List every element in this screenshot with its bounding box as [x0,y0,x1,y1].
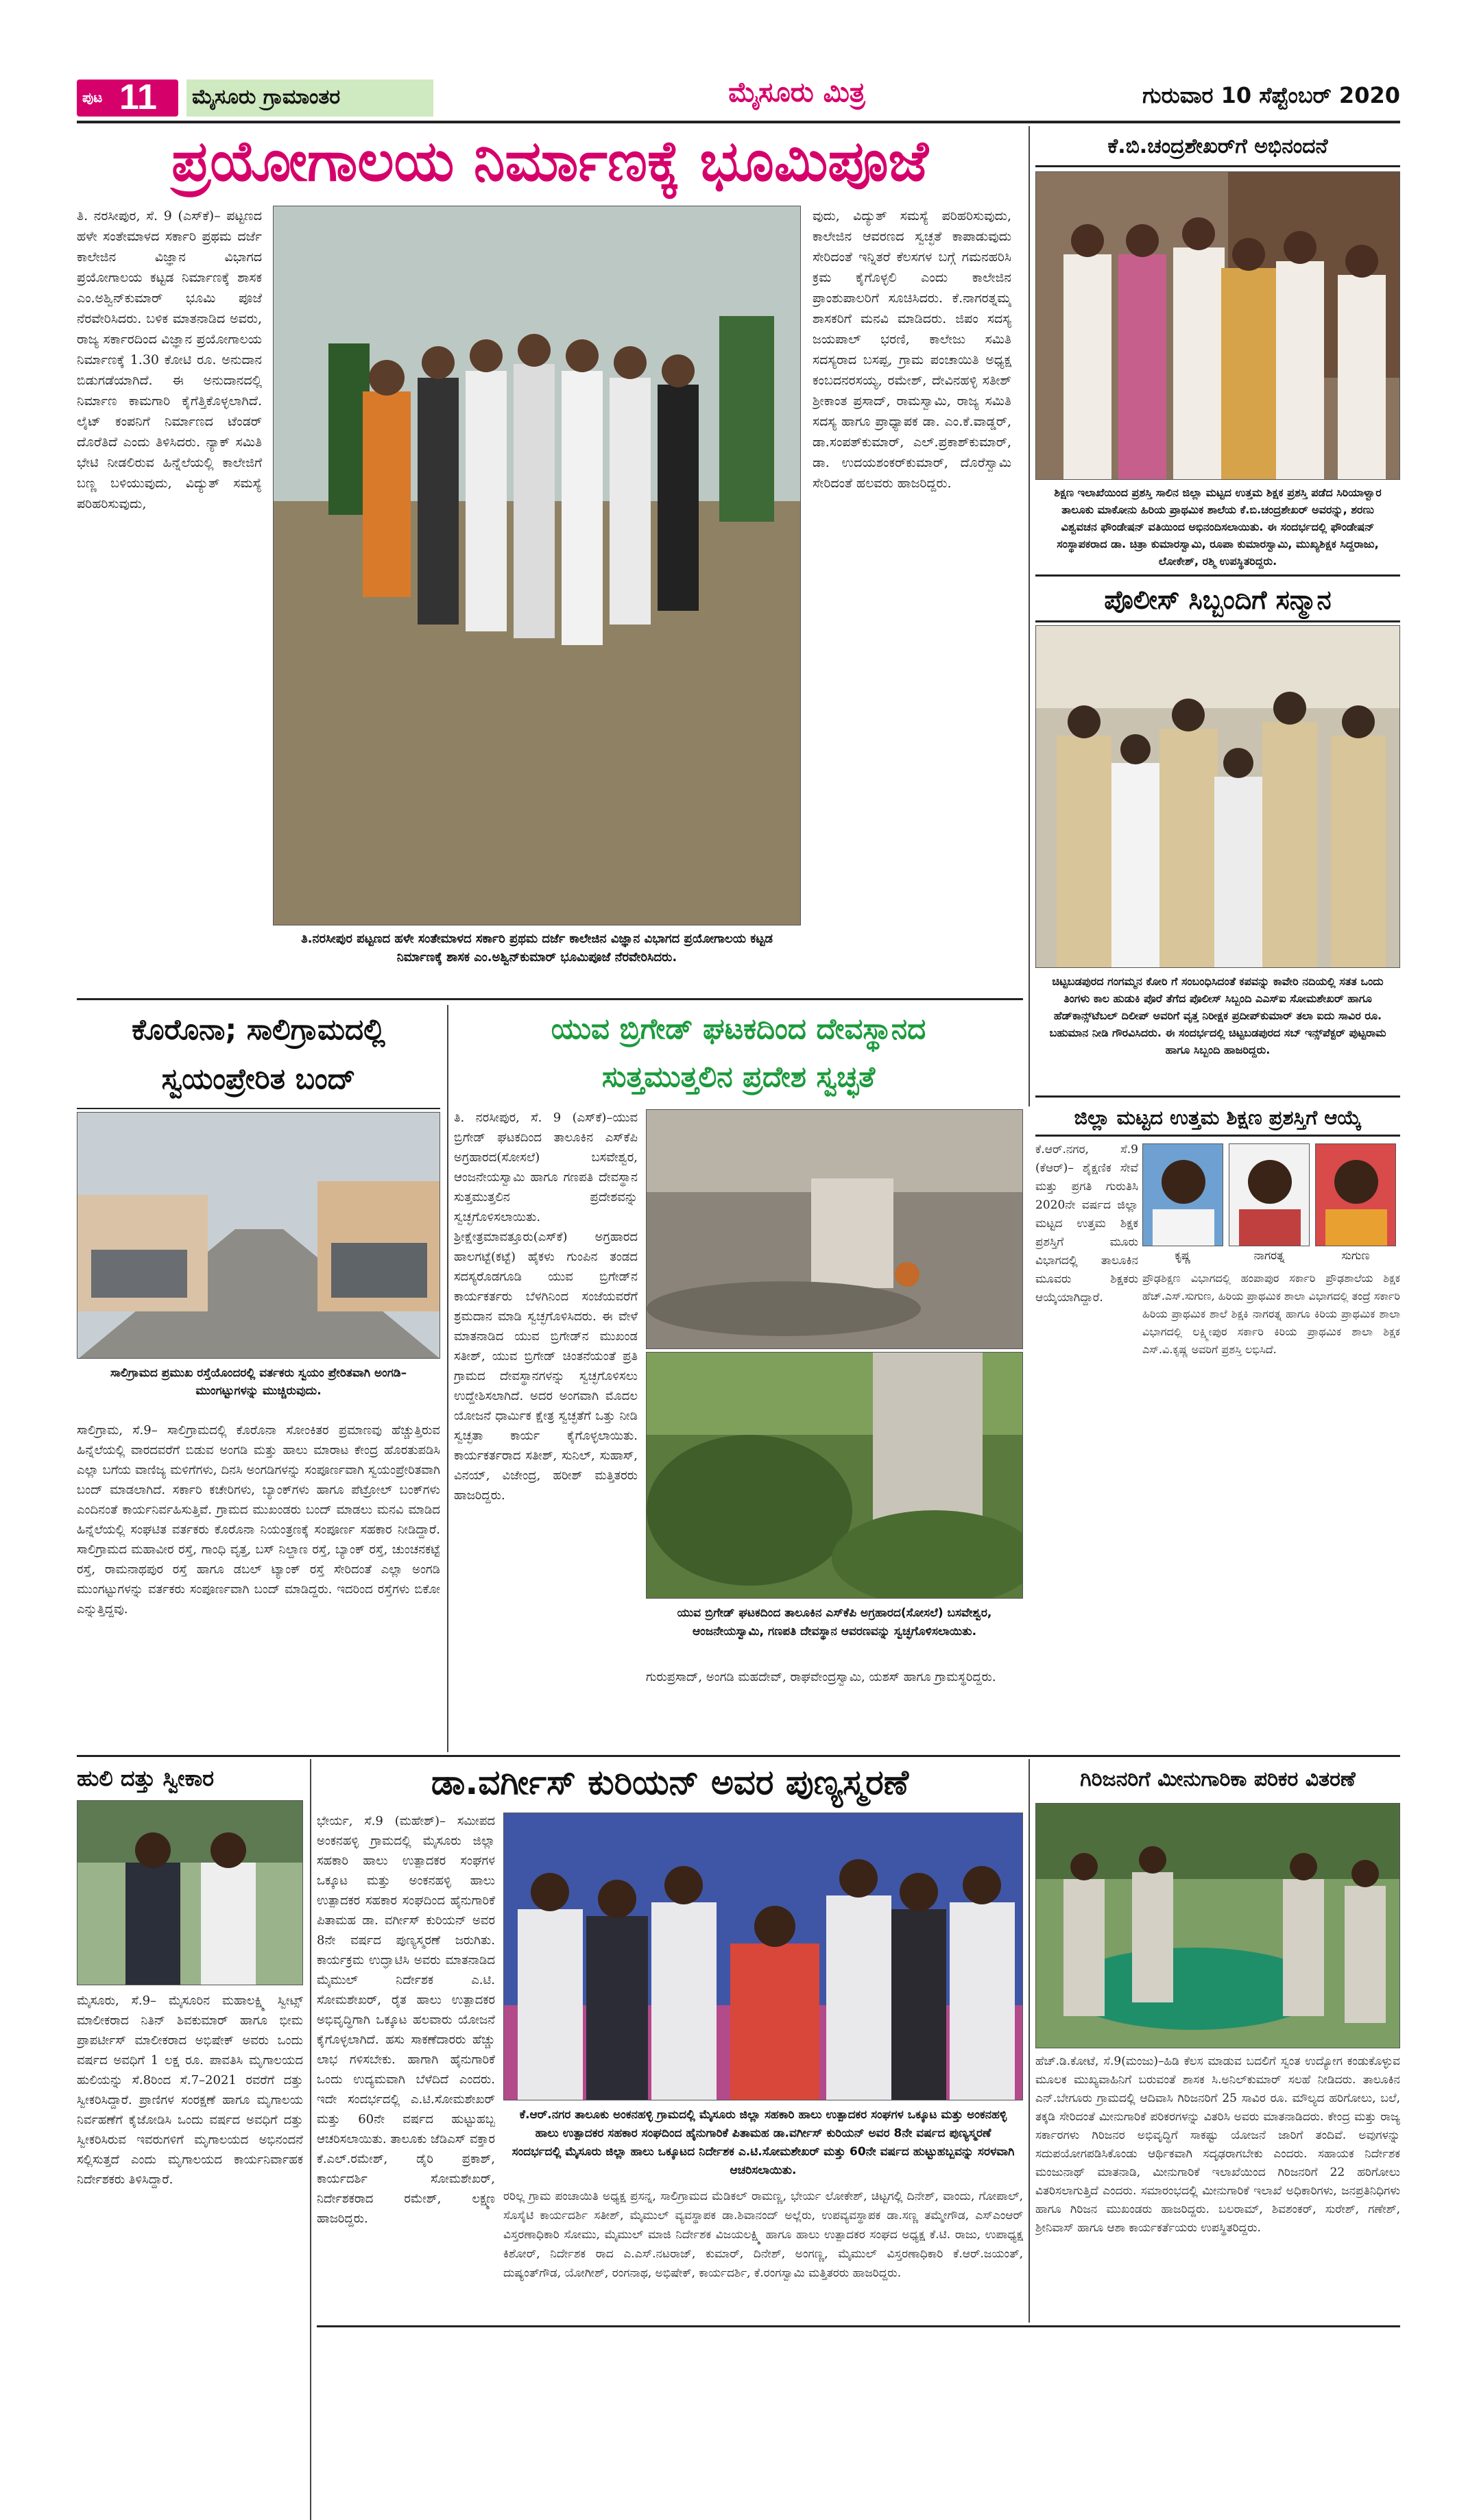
story6-photo-top [646,1109,1023,1349]
story3-photo [1035,625,1400,968]
mid-page-rule [77,1755,1400,1757]
header-rule [77,121,1400,123]
teacher-photo-suguna [1315,1143,1396,1246]
teacher-name-2: ನಾಗರತ್ನ [1253,1249,1285,1263]
story5-body: ಸಾಲಿಗ್ರಾಮ, ಸೆ.9– ಸಾಲಿಗ್ರಾಮದಲ್ಲಿ ಕೊರೊನಾ ಸೋಂಕಿತರ ಪ್ರಮಾಣವು ಹೆಚ್ಚುತ್ತಿರುವ ಹಿನ್ನೆಲೆಯಲ್ಲಿ ವಾರದವರೆಗೆ ಬಿಡುವ ಅಂಗಡಿ ಮತ್ತು ಹಾಲು ಮಾರಾಟ ಕೇಂದ್ರ ಹೊರತುಪಡಿಸಿ ಎಲ್ಲಾ ಬಗೆಯ ವಾಣಿಜ್ಯ ಮಳಿಗೆಗಳು, ದಿನಸಿ ಅಂಗಡಿಗಳನ್ನು ಸಂಪೂರ್ಣವಾಗಿ ಸ್ವಯಂಪ್ರೇರಿತವಾಗಿ ಬಂದ್ ಮಾಡಲಾಗಿದೆ. ಸರ್ಕಾರಿ ಕಚೇರಿಗಳು, ಬ್ಯಾಂಕ್‌ಗಳು ಹಾಗೂ ಪೆಟ್ರೋಲ್ ಬಂಕ್‌ಗಳು ಎಂದಿನಂತೆ ಕಾರ್ಯನಿರ್ವಹಿಸುತ್ತಿವೆ. ಗ್ರಾಮದ ಮುಖಂಡರು ಬಂದ್ ಮಾಡಲು ಮನವಿ ಮಾಡಿದ ಹಿನ್ನೆಲೆಯಲ್ಲಿ ಸಂಘಟಿತ ವರ್ತಕರು ಕೊರೊನಾ ನಿಯಂತ್ರಣಕ್ಕೆ ಸಂಪೂರ್ಣ ಸಹಕಾರ ನೀಡಿದ್ದಾರೆ. ಸಾಲಿಗ್ರಾಮದ ಮಹಾವೀರ ರಸ್ತೆ, ಗಾಂಧಿ ವೃತ್ತ, ಬಸ್ ನಿಲ್ದಾಣ ರಸ್ತೆ, ಬ್ಯಾಂಕ್ ರಸ್ತೆ, ಚುಂಚನಕಟ್ಟೆ ರಸ್ತೆ, ರಾಮನಾಥಪುರ ರಸ್ತೆ ಹಾಗೂ ಡಬಲ್ ಟ್ಯಾಂಕ್ ರಸ್ತೆ ಸೇರಿದಂತೆ ಎಲ್ಲಾ ಅಂಗಡಿ ಮುಂಗಟ್ಟುಗಳನ್ನು ವರ್ತಕರು ಸಂಪೂರ್ಣವಾಗಿ ಬಂದ್ ಮಾಡಿದ್ದರು. ಇದರಿಂದ ರಸ್ತೆಗಳು ಬಿಕೋ ಎನ್ನುತ್ತಿದ್ದವು. [77,1423,440,1616]
section-label: ಮೈಸೂರು ಗ್ರಾಮಾಂತರ [192,85,341,109]
teacher-name-3: ಸುಗುಣ [1341,1249,1370,1263]
story6-body: ತಿ. ನರಸೀಪುರ, ಸೆ. 9 (ಎಸ್‌ಕೆ)–ಯುವ ಬ್ರಿಗೇಡ್ ಘಟಕದಿಂದ ತಾಲೂಕಿನ ಎಸ್‌ಕೆಪಿ ಅಗ್ರಹಾರದ(ಸೋಸಲೆ) ಬಸವೇಶ್ವರ, ಆಂಜನೇಯಸ್ವಾಮಿ ಹಾಗೂ ಗಣಪತಿ ದೇವಸ್ಥಾನ ಸುತ್ತಮುತ್ತಲಿನ ಪ್ರದೇಶವನ್ನು ಸ್ವಚ್ಛಗೊಳಿಸಲಾಯಿತು. ಶ್ರೀಕ್ಷೇತ್ರಮಾವತ್ತೂರು(ಎಸ್‌ಕೆ) ಅಗ್ರಹಾರದ ಹಾಲಗಟ್ಟೆ(ಕಟ್ಟೆ) ಹೈಕಳು ಗುಂಪಿನ ತಂಡದ ಸದಸ್ಯರೊಡಗೂಡಿ ಯುವ ಬ್ರಿಗೇಡ್‌ನ ಕಾರ್ಯಕರ್ತರು ಬೆಳಗಿನಿಂದ ಸಂಜೆಯವರೆಗೆ ಶ್ರಮದಾನ ಮಾಡಿ ಸ್ವಚ್ಛಗೊಳಿಸಿದರು. ಈ ವೇಳೆ ಮಾತನಾಡಿದ ಯುವ ಬ್ರಿಗೇಡ್‌ನ ಮುಖಂಡ ಸತೀಶ್, ಯುವ ಬ್ರಿಗೇಡ್ ಚಿಂತನೆಯಂತೆ ಪ್ರತಿ ಗ್ರಾಮದ ದೇವಸ್ಥಾನಗಳನ್ನು ಸ್ವಚ್ಛಗೊಳಿಸಲು ಉದ್ದೇಶಿಸಲಾಗಿದೆ. ಅದರ ಅಂಗವಾಗಿ ಮೊದಲ ಯೋಜನೆ ಧಾರ್ಮಿಕ ಕ್ಷೇತ್ರ ಸ್ವಚ್ಛತೆಗೆ ಒತ್ತು ನೀಡಿ ಸ್ವಚ್ಛತಾ ಕಾರ್ಯ ಕೈಗೊಳ್ಳಲಾಯಿತು. ಕಾರ್ಯಕರ್ತರಾದ ಸತೀಶ್, ಸುನಿಲ್, ಸುಹಾಸ್, ವಿನಯ್, ವಿಜೇಂದ್ರ, ಹರೀಶ್ ಮತ್ತಿತರರು ಹಾಜರಿದ್ದರು. [454,1111,638,1503]
story3-bottom-rule [1035,1095,1400,1098]
story2-photo [1035,171,1400,480]
story8-tail: ರರಿಲ್ಲ ಗ್ರಾಮ ಪಂಚಾಯಿತಿ ಅಧ್ಯಕ್ಷ ಪ್ರಸನ್ನ, ಸಾಲಿಗ್ರಾಮದ ಮೆಡಿಕಲ್ ರಾಮಣ್ಣ, ಭೇರ್ಯ ಲೋಕೇಶ್, ಚಿಟ್ಟಗಲ್ಲಿ ದಿನೇಶ್, ವಾಂದು, ಗೋಪಾಲ್, ಸೊಸೈಟಿ ಕಾರ್ಯದರ್ಶಿ ಸತೀಶ್, ಮೈಮುಲ್ ವ್ಯವಸ್ಥಾಪಕ ಡಾ.ಶಿವಾನಂದ್ ಅಲ್ಲೆರು, ಉಪವ್ಯವಸ್ಥಾಪಕ ಡಾ.ಸಣ್ಣ ತಮ್ಮೇಗೌಡ, ಎಸ್‌ಎಂಆರ್ ವಿಸ್ತರಣಾಧಿಕಾರಿ ಸೋಮು, ಮೈಮುಲ್ ಮಾಜಿ ನಿರ್ದೇಶಕ ವಿಜಯಲಕ್ಷ್ಮಿ ಹಾಗೂ ಹಾಲು ಉತ್ಪಾದಕರ ಸಂಘದ ಅಧ್ಯಕ್ಷ ಕೆ.ಟಿ. ರಾಜು, ಉಪಾಧ್ಯಕ್ಷ ಕಿಶೋರ್, ನಿರ್ದೇಶಕ ರಾದ ಎ.ಎಸ್.ನಟರಾಜ್, ಕುಮಾರ್, ದಿನೇಶ್, ಅಂಗಣ್ಣ, ಮೈಮುಲ್ ವಿಸ್ತರಣಾಧಿಕಾರಿ ಕೆ.ಆರ್.ಜಯಂತ್, ದುಷ್ಯಂತ್‌ಗೌಡ, ಯೋಗೀಶ್, ರಂಗನಾಥ, ಅಭಿಷೇಕ್, ಕಾರ್ಯದರ್ಶಿ, ಕೆ.ರಂಗಸ್ವಾಮಿ ಮತ್ತಿತರರು ಹಾಜರಿದ್ದರು. [503,2190,1023,2280]
story8-body: ಭೇರ್ಯ, ಸೆ.9 (ಮಹೇಶ್)– ಸಮೀಪದ ಅಂಕನಹಳ್ಳಿ ಗ್ರಾಮದಲ್ಲಿ ಮೈಸೂರು ಜಿಲ್ಲಾ ಸಹಕಾರಿ ಹಾಲು ಉತ್ಪಾದಕರ ಸಂಘಗಳ ಒಕ್ಕೂಟ ಮತ್ತು ಅಂಕನಹಳ್ಳಿ ಹಾಲು ಉತ್ಪಾದಕರ ಸಹಕಾರ ಸಂಘದಿಂದ ಹೈನುಗಾರಿಕೆ ಪಿತಾಮಹ ಡಾ. ವರ್ಗೀಸ್ ಕುರಿಯನ್ ಅವರ 8ನೇ ವರ್ಷದ ಪುಣ್ಯಸ್ಮರಣೆ ಜರುಗಿತು. ಕಾರ್ಯಕ್ರಮ ಉದ್ಘಾಟಿಸಿ ಅವರು ಮಾತನಾಡಿದ ಮೈಮುಲ್ ನಿರ್ದೇಶಕ ಎ.ಟಿ. ಸೋಮಶೇಖರ್, ರೈತ ಹಾಲು ಉತ್ಪಾದಕರ ಅಭಿವೃದ್ಧಿಗಾಗಿ ಒಕ್ಕೂಟ ಹಲವಾರು ಯೋಜನೆ ಕೈಗೊಳ್ಳಲಾಗಿದೆ. ಹಸು ಸಾಕಣೆದಾರರು ಹೆಚ್ಚು ಲಾಭ ಗಳಿಸಬೇಕು. ಹಾಗಾಗಿ ಹೈನುಗಾರಿಕೆ ಒಂದು ಉದ್ಯಮವಾಗಿ ಬೆಳೆದಿದೆ ಎಂದರು. ಇದೇ ಸಂದರ್ಭದಲ್ಲಿ ಎ.ಟಿ.ಸೋಮಶೇಖರ್ ಮತ್ತು 60ನೇ ವರ್ಷದ ಹುಟ್ಟುಹಬ್ಬ ಆಚರಿಸಲಾಯಿತು. ತಾಲೂಕು ಜೆಡಿಎಸ್ ವಕ್ತಾರ ಕೆ.ಎಲ್.ರಮೇಶ್, ಡೈರಿ ಪ್ರಕಾಶ್, ಕಾರ್ಯದರ್ಶಿ ಸೋಮಶೇಖರ್, ನಿರ್ದೇಶಕರಾದ ರಮೇಶ್, ಲಕ್ಷ್ಮಣ ಹಾಜರಿದ್ದರು. [317,1814,495,2226]
teacher-photo-krishna [1142,1143,1223,1246]
right-column-divider [1029,126,1030,1106]
story8-caption: ಕೆ.ಆರ್.ನಗರ ತಾಲೂಕು ಅಂಕನಹಳ್ಳಿ ಗ್ರಾಮದಲ್ಲಿ ಮೈಸೂರು ಜಿಲ್ಲಾ ಸಹಕಾರಿ ಹಾಲು ಉತ್ಪಾದಕರ ಸಂಘಗಳ ಒಕ್ಕೂಟ ಮತ್ತು ಅಂಕನಹಳ್ಳಿ ಹಾಲು ಉತ್ಪಾದಕರ ಸಹಕಾರ ಸಂಘದಿಂದ ಹೈನುಗಾರಿಕೆ ಪಿತಾಮಹ ಡಾ.ವರ್ಗೀಸ್ ಕುರಿಯನ್ ಅವರ 8ನೇ ವರ್ಷದ ಪುಣ್ಯಸ್ಮರಣೆ ಸಂದರ್ಭದಲ್ಲಿ ಮೈಸೂರು ಜಿಲ್ಲಾ ಹಾಲು ಒಕ್ಕೂಟದ ನಿರ್ದೇಶಕ ಎ.ಟಿ.ಸೋಮಶೇಖರ್ ಮತ್ತು 60ನೇ ವರ್ಷದ ಹುಟ್ಟುಹಬ್ಬವನ್ನು ಸರಳವಾಗಿ ಆಚರಿಸಲಾಯಿತು. [512,2108,1015,2177]
story6-headline-line2: ಸುತ್ತಮುತ್ತಲಿನ ಪ್ರದೇಶ ಸ್ವಚ್ಛತೆ [601,1060,876,1093]
story4-text-left: ಕೆ.ಆರ್.ನಗರ, ಸೆ.9 (ಕೆಆರ್)– ಶೈಕ್ಷಣಿಕ ಸೇವೆ ಮತ್ತು ಪ್ರಗತಿ ಗುರುತಿಸಿ 2020ನೇ ವರ್ಷದ ಜಿಲ್ಲಾ ಮಟ್ಟದ ಉತ್ತಮ ಶಿಕ್ಷಕ ಪ್ರಶಸ್ತಿಗೆ ಮೂರು ವಿಭಾಗದಲ್ಲಿ ತಾಲೂಕಿನ ಮೂವರು ಶಿಕ್ಷಕರು ಆಯ್ಕೆಯಾಗಿದ್ದಾರೆ. [1035,1143,1138,1305]
story8-divider [1029,1759,1030,2323]
story5-headline-line1: ಕೊರೊನಾ; ಸಾಲಿಗ್ರಾಮದಲ್ಲಿ [132,1013,385,1046]
story3-caption: ಚಿಟ್ಟಬಡಪುರದ ಗಂಗಮ್ಮನ ಕೋರಿ ಗೆ ಸಂಬಂಧಿಸಿದಂತೆ ಕಪವನ್ನು ಕಾವೇರಿ ನದಿಯಲ್ಲಿ ಸತತ ಒಂದು ತಿಂಗಳು ಕಾಲ ಹುಡುಕಿ ಪೊರೆ ತೆಗೆದ ಪೊಲೀಸ್ ಸಿಬ್ಬಂದಿ ಎಎಸ್ಐ ಸೋಮಶೇಖರ್ ಹಾಗೂ ಹೆಡ್‌ಕಾನ್ಸ್‌ಟೆಬಲ್ ದಿಲೀಪ್ ಅವರಿಗೆ ವೃತ್ತ ನಿರೀಕ್ಷಕ ಪ್ರದೀಪ್‌ಕುಮಾರ್ ತಲಾ ಐದು ಸಾವಿರ ರೂ. ಬಹುಮಾನ ನೀಡಿ ಗೌರವಿಸಿದರು. ಈ ಸಂದರ್ಭದಲ್ಲಿ ಚಿಟ್ಟಬಡಪುರದ ಸಬ್ ಇನ್ಸ್‌ಪೆಕ್ಟರ್ ಪುಟ್ಟರಾಮ ಹಾಗೂ ಸಿಬ್ಬಂದಿ ಹಾಜರಿದ್ದರು. [1049,975,1386,1056]
story8-photo [503,1813,1023,2100]
story6-tail: ಗುರುಪ್ರಸಾದ್, ಅಂಗಡಿ ಮಹದೇವ್, ರಾಘವೇಂದ್ರಸ್ವಾಮಿ, ಯಶಸ್ ಹಾಗೂ ಗ್ರಾಮಸ್ಥರಿದ್ದರು. [646,1670,996,1684]
teacher-name-1: ಕೃಷ್ಣ [1175,1249,1191,1263]
page-header [77,77,1400,118]
story7-headline: ಹುಲಿ ದತ್ತು ಸ್ವೀಕಾರ [77,1765,215,1791]
story6-photo-bottom [646,1352,1023,1599]
page-number: 11 [119,77,157,117]
story5-rule [77,1108,440,1109]
issue-date: ಗುರುವಾರ 10 ಸೆಪ್ಟೆಂಬರ್ 2020 [1142,82,1400,108]
story1-caption: ತಿ.ನರಸೀಪುರ ಪಟ್ಟಣದ ಹಳೇ ಸಂತೇಮಾಳದ ಸರ್ಕಾರಿ ಪ್ರಥಮ ದರ್ಜೆ ಕಾಲೇಜಿನ ವಿಜ್ಞಾನ ವಿಭಾಗದ ಪ್ರಯೋಗಾಲಯ ಕಟ್ಟಡ ನಿರ್ಮಾಣಕ್ಕೆ ಶಾಸಕ ಎಂ.ಅಶ್ವಿನ್‌ಕುಮಾರ್ ಭೂಮಿಪೂಜೆ ನೆರವೇರಿಸಿದರು. [301,932,773,965]
story5-photo [77,1112,440,1359]
story5-headline-line2: ಸ್ವಯಂಪ್ರೇರಿತ ಬಂದ್ [161,1062,356,1095]
story1-photo [273,206,801,925]
story5-caption: ಸಾಲಿಗ್ರಾಮದ ಪ್ರಮುಖ ರಸ್ತೆಯೊಂದರಲ್ಲಿ ವರ್ತಕರು ಸ್ವಯಂ ಪ್ರೇರಿತವಾಗಿ ಅಂಗಡಿ–ಮುಂಗಟ್ಟುಗಳನ್ನು ಮುಚ್ಚಿರುವುದು. [110,1366,407,1398]
story9-headline: ಗಿರಿಜನರಿಗೆ ಮೀನುಗಾರಿಕಾ ಪರಿಕರ ವಿತರಣೆ [1080,1767,1356,1791]
story1-headline: ಪ್ರಯೋಗಾಲಯ ನಿರ್ಮಾಣಕ್ಕೆ ಭೂಮಿಪೂಜೆ [171,129,928,194]
story2-bottom-rule [1035,574,1400,577]
section-name [187,80,433,117]
story1-bottom-rule [77,998,1023,1000]
masthead: ಮೈಸೂರು ಮಿತ್ರ [728,77,865,108]
story4-text-bottom: ಪ್ರೌಢಶಿಕ್ಷಣ ವಿಭಾಗದಲ್ಲಿ ಹಂಪಾಪುರ ಸರ್ಕಾರಿ ಪ್ರೌಢಶಾಲೆಯ ಶಿಕ್ಷಕ ಹೆಚ್.ಎಸ್.ಸುಗುಣ, ಹಿರಿಯ ಪ್ರಾಥಮಿಕ ಶಾಲಾ ವಿಭಾಗದಲ್ಲಿ ತಂದ್ರೆ ಸರ್ಕಾರಿ ಹಿರಿಯ ಪ್ರಾಥಮಿಕ ಶಾಲೆ ಶಿಕ್ಷಕಿ ನಾಗರತ್ನ ಹಾಗೂ ಕಿರಿಯ ಪ್ರಾಥಮಿಕ ಶಾಲಾ ವಿಭಾಗದಲ್ಲಿ ಲಕ್ಷ್ಮೀಪುರ ಸರ್ಕಾರಿ ಕಿರಿಯ ಪ್ರಾಥಮಿಕ ಶಾಲಾ ಶಿಕ್ಷಕ ಎಸ್.ವಿ.ಕೃಷ್ಣ ಅವರಿಗೆ ಪ್ರಶಸ್ತಿ ಲಭಿಸಿದೆ. [1142,1272,1400,1356]
story2-caption: ಶಿಕ್ಷಣ ಇಲಾಖೆಯಿಂದ ಪ್ರಶಸ್ತಿ ಸಾಲಿನ ಜಿಲ್ಲಾ ಮಟ್ಟದ ಉತ್ತಮ ಶಿಕ್ಷಕ ಪ್ರಶಸ್ತಿ ಪಡೆದ ಸಿರಿಯಾಳ್ವಾರ ತಾಲೂಕು ಮಾಕೋನು ಹಿರಿಯ ಪ್ರಾಥಮಿಕ ಶಾಲೆಯ ಕೆ.ಬಿ.ಚಂದ್ರಶೇಖರ್ ಅವರನ್ನು, ಶರಣು ವಿಶ್ವವಚನ ಫೌಂಡೇಷನ್ ವತಿಯಿಂದ ಅಭಿನಂದಿಸಲಾಯಿತು. ಈ ಸಂದರ್ಭದಲ್ಲಿ ಫೌಂಡೇಷನ್ ಸಂಸ್ಥಾಪಕರಾದ ಡಾ. ಚಿತ್ರಾ ಕುಮಾರಸ್ವಾಮಿ, ರೂಪಾ ಕುಮಾರಸ್ವಾಮಿ, ಮುಖ್ಯಶಿಕ್ಷಕ ಸಿದ್ದರಾಜು, ಲೋಕೇಶ್, ರಶ್ಮಿ ಉಪಸ್ಥಿತರಿದ್ದರು. [1054,486,1382,568]
story7-divider [310,1759,311,2520]
page-number-box [77,77,178,117]
page-label: ಪುಟ [82,89,103,106]
story7-photo [77,1800,303,1985]
story9-body: ಹೆಚ್.ಡಿ.ಕೋಟೆ, ಸೆ.9(ಮಂಜು)–ಹಿಡಿ ಕೆಲಸ ಮಾಡುವ ಬದಲಿಗೆ ಸ್ವಂತ ಉದ್ಯೋಗ ಕಂಡುಕೊಳ್ಳುವ ಮೂಲಕ ಮುಖ್ಯವಾಹಿನಿಗೆ ಬರುವಂತೆ ಶಾಸಕ ಸಿ.ಅನಿಲ್‌ಕುಮಾರ್ ಸಲಹೆ ನೀಡಿದರು. ತಾಲೂಕಿನ ಎನ್.ಬೇಗೂರು ಗ್ರಾಮದಲ್ಲಿ ಆದಿವಾಸಿ ಗಿರಿಜನರಿಗೆ 25 ಸಾವಿರ ರೂ. ಮೌಲ್ಯದ ಹರಿಗೋಲು, ಬಲೆ, ತಕ್ಕಡಿ ಸೇರಿದಂತೆ ಮೀನುಗಾರಿಕೆ ಪರಿಕರಗಳನ್ನು ವಿತರಿಸಿ ಅವರು ಮಾತನಾಡಿದರು. ಕೇಂದ್ರ ಮತ್ತು ರಾಜ್ಯ ಸರ್ಕಾರಗಳು ಗಿರಿಜನರ ಅಭಿವೃದ್ಧಿಗೆ ಸಾಕಷ್ಟು ಯೋಜನೆ ಜಾರಿಗೆ ತಂದಿವೆ. ಅವುಗಳನ್ನು ಸದುಪಯೋಗಪಡಿಸಿಕೊಂಡು ಆರ್ಥಿಕವಾಗಿ ಸದೃಢರಾಗಬೇಕು ಎಂದರು. ಸಹಾಯಕ ನಿರ್ದೇಶಕ ಮಂಜುನಾಥ್ ಮಾತನಾಡಿ, ಮೀನುಗಾರಿಕೆ ಇಲಾಖೆಯಿಂದ ಗಿರಿಜನರಿಗೆ 22 ಹರಿಗೋಲು ವಿತರಿಸಲಾಗುತ್ತಿದೆ ಎಂದರು. ಸಮಾರಂಭದಲ್ಲಿ ಮೀನುಗಾರಿಕೆ ಇಲಾಖೆ ಅಧಿಕಾರಿಗಳು, ಜನಪ್ರತಿನಿಧಿಗಳು ಹಾಗೂ ಗಿರಿಜನ ಮುಖಂಡರು ಹಾಜರಿದ್ದರು. ಬಲರಾಮ್, ಶಿವಶಂಕರ್, ಸುರೇಶ್, ಗಣೇಶ್, ಶ್ರೀನಿವಾಸ್ ಹಾಗೂ ಆಶಾ ಕಾರ್ಯಕರ್ತೆಯರು ಉಪಸ್ಥಿತರಿದ್ದರು. [1035,2055,1400,2235]
story2-headline: ಕೆ.ಬಿ.ಚಂದ್ರಶೇಖರ್‌ಗೆ ಅಭಿನಂದನೆ [1035,126,1400,167]
story6-caption: ಯುವ ಬ್ರಿಗೇಡ್ ಘಟಕದಿಂದ ತಾಲೂಕಿನ ಎಸ್‌ಕೆಪಿ ಅಗ್ರಹಾರದ(ಸೋಸಲೆ) ಬಸವೇಶ್ವರ, ಆಂಜನೇಯಸ್ವಾಮಿ, ಗಣಪತಿ ದೇವಸ್ಥಾನ ಆವರಣವನ್ನು ಸ್ವಚ್ಛಗೊಳಿಸಲಾಯಿತು. [677,1606,992,1638]
story1-col1: ತಿ. ನರಸೀಪುರ, ಸೆ. 9 (ಎಸ್‌ಕೆ)– ಪಟ್ಟಣದ ಹಳೇ ಸಂತೇಮಾಳದ ಸರ್ಕಾರಿ ಪ್ರಥಮ ದರ್ಜೆ ಕಾಲೇಜಿನ ವಿಜ್ಞಾನ ವಿಭಾಗದ ಪ್ರಯೋಗಾಲಯ ಕಟ್ಟಡ ನಿರ್ಮಾಣಕ್ಕೆ ಶಾಸಕ ಎಂ.ಅಶ್ವಿನ್‌ಕುಮಾರ್ ಭೂಮಿ ಪೂಜೆ ನೆರವೇರಿಸಿದರು. ಬಳಿಕ ಮಾತನಾಡಿದ ಅವರು, ರಾಜ್ಯ ಸರ್ಕಾರದಿಂದ ವಿಜ್ಞಾನ ಪ್ರಯೋಗಾಲಯ ನಿರ್ಮಾಣಕ್ಕೆ 1.30 ಕೋಟಿ ರೂ. ಅನುದಾನ ಬಿಡುಗಡೆಯಾಗಿದೆ. ಈ ಅನುದಾನದಲ್ಲಿ ನಿರ್ಮಾಣ ಕಾಮಗಾರಿ ಕೈಗೆತ್ತಿಕೊಳ್ಳಲಾಗಿದೆ. ಲೈಟ್ ಕಂಪನಿಗೆ ನಿರ್ಮಾಣದ ಟೆಂಡರ್ ದೊರೆತಿದೆ ಎಂದು ತಿಳಿಸಿದರು. ನ್ಯಾಕ್ ಸಮಿತಿ ಭೇಟಿ ನೀಡಲಿರುವ ಹಿನ್ನೆಲೆಯಲ್ಲಿ ಕಾಲೇಜಿಗೆ ಬಣ್ಣ ಬಳಿಯುವುದು, ವಿದ್ಯುತ್ ಸಮಸ್ಯೆ ಪರಿಹರಿಸುವುದು, [77,208,262,511]
teacher-photo-nagaratna [1229,1143,1310,1246]
story7-body: ಮೈಸೂರು, ಸೆ.9– ಮೈಸೂರಿನ ಮಹಾಲಕ್ಷ್ಮಿ ಸ್ವೀಟ್ಸ್ ಮಾಲೀಕರಾದ ನಿತಿನ್ ಶಿವಕುಮಾರ್ ಹಾಗೂ ಭೀಮ ಪ್ರಾಪರ್ಟೀಸ್ ಮಾಲೀಕರಾದ ಅಭಿಷೇಕ್ ಅವರು ಒಂದು ವರ್ಷದ ಅವಧಿಗೆ 1 ಲಕ್ಷ ರೂ. ಪಾವತಿಸಿ ಮೃಗಾಲಯದ ಹುಲಿಯನ್ನು ಸೆ.8ರಿಂದ ಸೆ.7–2021 ರವರೆಗೆ ದತ್ತು ಸ್ವೀಕರಿಸಿದ್ದಾರೆ. ಪ್ರಾಣಿಗಳ ಸಂರಕ್ಷಣೆ ಹಾಗೂ ಮೃಗಾಲಯ ನಿರ್ವಹಣೆಗೆ ಕೈಜೋಡಿಸಿ ಒಂದು ವರ್ಷದ ಅವಧಿಗೆ ದತ್ತು ಸ್ವೀಕರಿಸಿರುವ ಇವರುಗಳಿಗೆ ಮೃಗಾಲಯದ ಅಭಿನಂದನೆ ಸಲ್ಲಿಸುತ್ತದೆ ಎಂದು ಮೃಗಾಲಯದ ಕಾರ್ಯನಿರ್ವಾಹಕ ನಿರ್ದೇಶಕರು ತಿಳಿಸಿದ್ದಾರೆ. [77,1994,303,2187]
story8-headline: ಡಾ.ವರ್ಗೀಸ್ ಕುರಿಯನ್ ಅವರ ಪುಣ್ಯಸ್ಮರಣೆ [431,1762,909,1802]
story1-col2: ವುದು, ವಿದ್ಯುತ್ ಸಮಸ್ಯೆ ಪರಿಹರಿಸುವುದು, ಕಾಲೇಜಿನ ಆವರಣದ ಸ್ವಚ್ಛತೆ ಕಾಪಾಡುವುದು ಸೇರಿದಂತೆ ಇನ್ನಿತರೆ ಕೆಲಸಗಳ ಬಗ್ಗೆ ಗಮನಹರಿಸಿ ಕ್ರಮ ಕೈಗೊಳ್ಳಲಿ ಎಂದು ಕಾಲೇಜಿನ ಪ್ರಾಂಶುಪಾಲರಿಗೆ ಸೂಚಿಸಿದರು. ಕೆ.ನಾಗರತ್ನಮ್ಮ ಶಾಸಕರಿಗೆ ಮನವಿ ಮಾಡಿದರು. ಜಿಪಂ ಸದಸ್ಯ ಜಯಪಾಲ್ ಭರಣಿ, ಕಾಲೇಜು ಸಮಿತಿ ಸದಸ್ಯರಾದ ಬಸಪ್ಪ, ಗ್ರಾಮ ಪಂಚಾಯಿತಿ ಅಧ್ಯಕ್ಷ ಕಂಬದನರಸಯ್ಯ, ರಮೇಶ್, ದೇವಿನಹಳ್ಳಿ ಸತೀಶ್ ಶ್ರೀಕಾಂತ ಪ್ರಸಾದ್, ರಾಮಸ್ವಾಮಿ, ರಾಜ್ಯ ಸಮಿತಿ ಸದಸ್ಯ ಹಾಗೂ ಪ್ರಾಧ್ಯಾಪಕ ಡಾ. ಎಂ.ಕೆ.ವಾಡ್ಡರ್, ಡಾ.ಸಂಪತ್‌ಕುಮಾರ್, ಎಲ್.ಪ್ರಕಾಶ್‌ಕುಮಾರ್, ಡಾ. ಉದಯಶಂಕರ್‌ಕುಮಾರ್, ದೊರೆಸ್ವಾಮಿ ಸೇರಿದಂತೆ ಹಲವರು ಹಾಜರಿದ್ದರು. [813,208,1011,491]
story9-photo [1035,1803,1400,2048]
story3-headline: ಪೊಲೀಸ್ ಸಿಬ್ಬಂದಿಗೆ ಸನ್ಮಾನ [1035,577,1400,622]
story4-headline: ಜಿಲ್ಲಾ ಮಟ್ಟದ ಉತ್ತಮ ಶಿಕ್ಷಣ ಪ್ರಶಸ್ತಿಗೆ ಆಯ್ಕೆ [1035,1098,1400,1137]
lower-rule [317,2325,1400,2327]
story6-headline-line1: ಯುವ ಬ್ರಿಗೇಡ್ ಘಟಕದಿಂದ ದೇವಸ್ಥಾನದ [551,1012,926,1045]
footer-colorbar-left [77,2206,159,2220]
story5-divider [447,1005,448,1752]
